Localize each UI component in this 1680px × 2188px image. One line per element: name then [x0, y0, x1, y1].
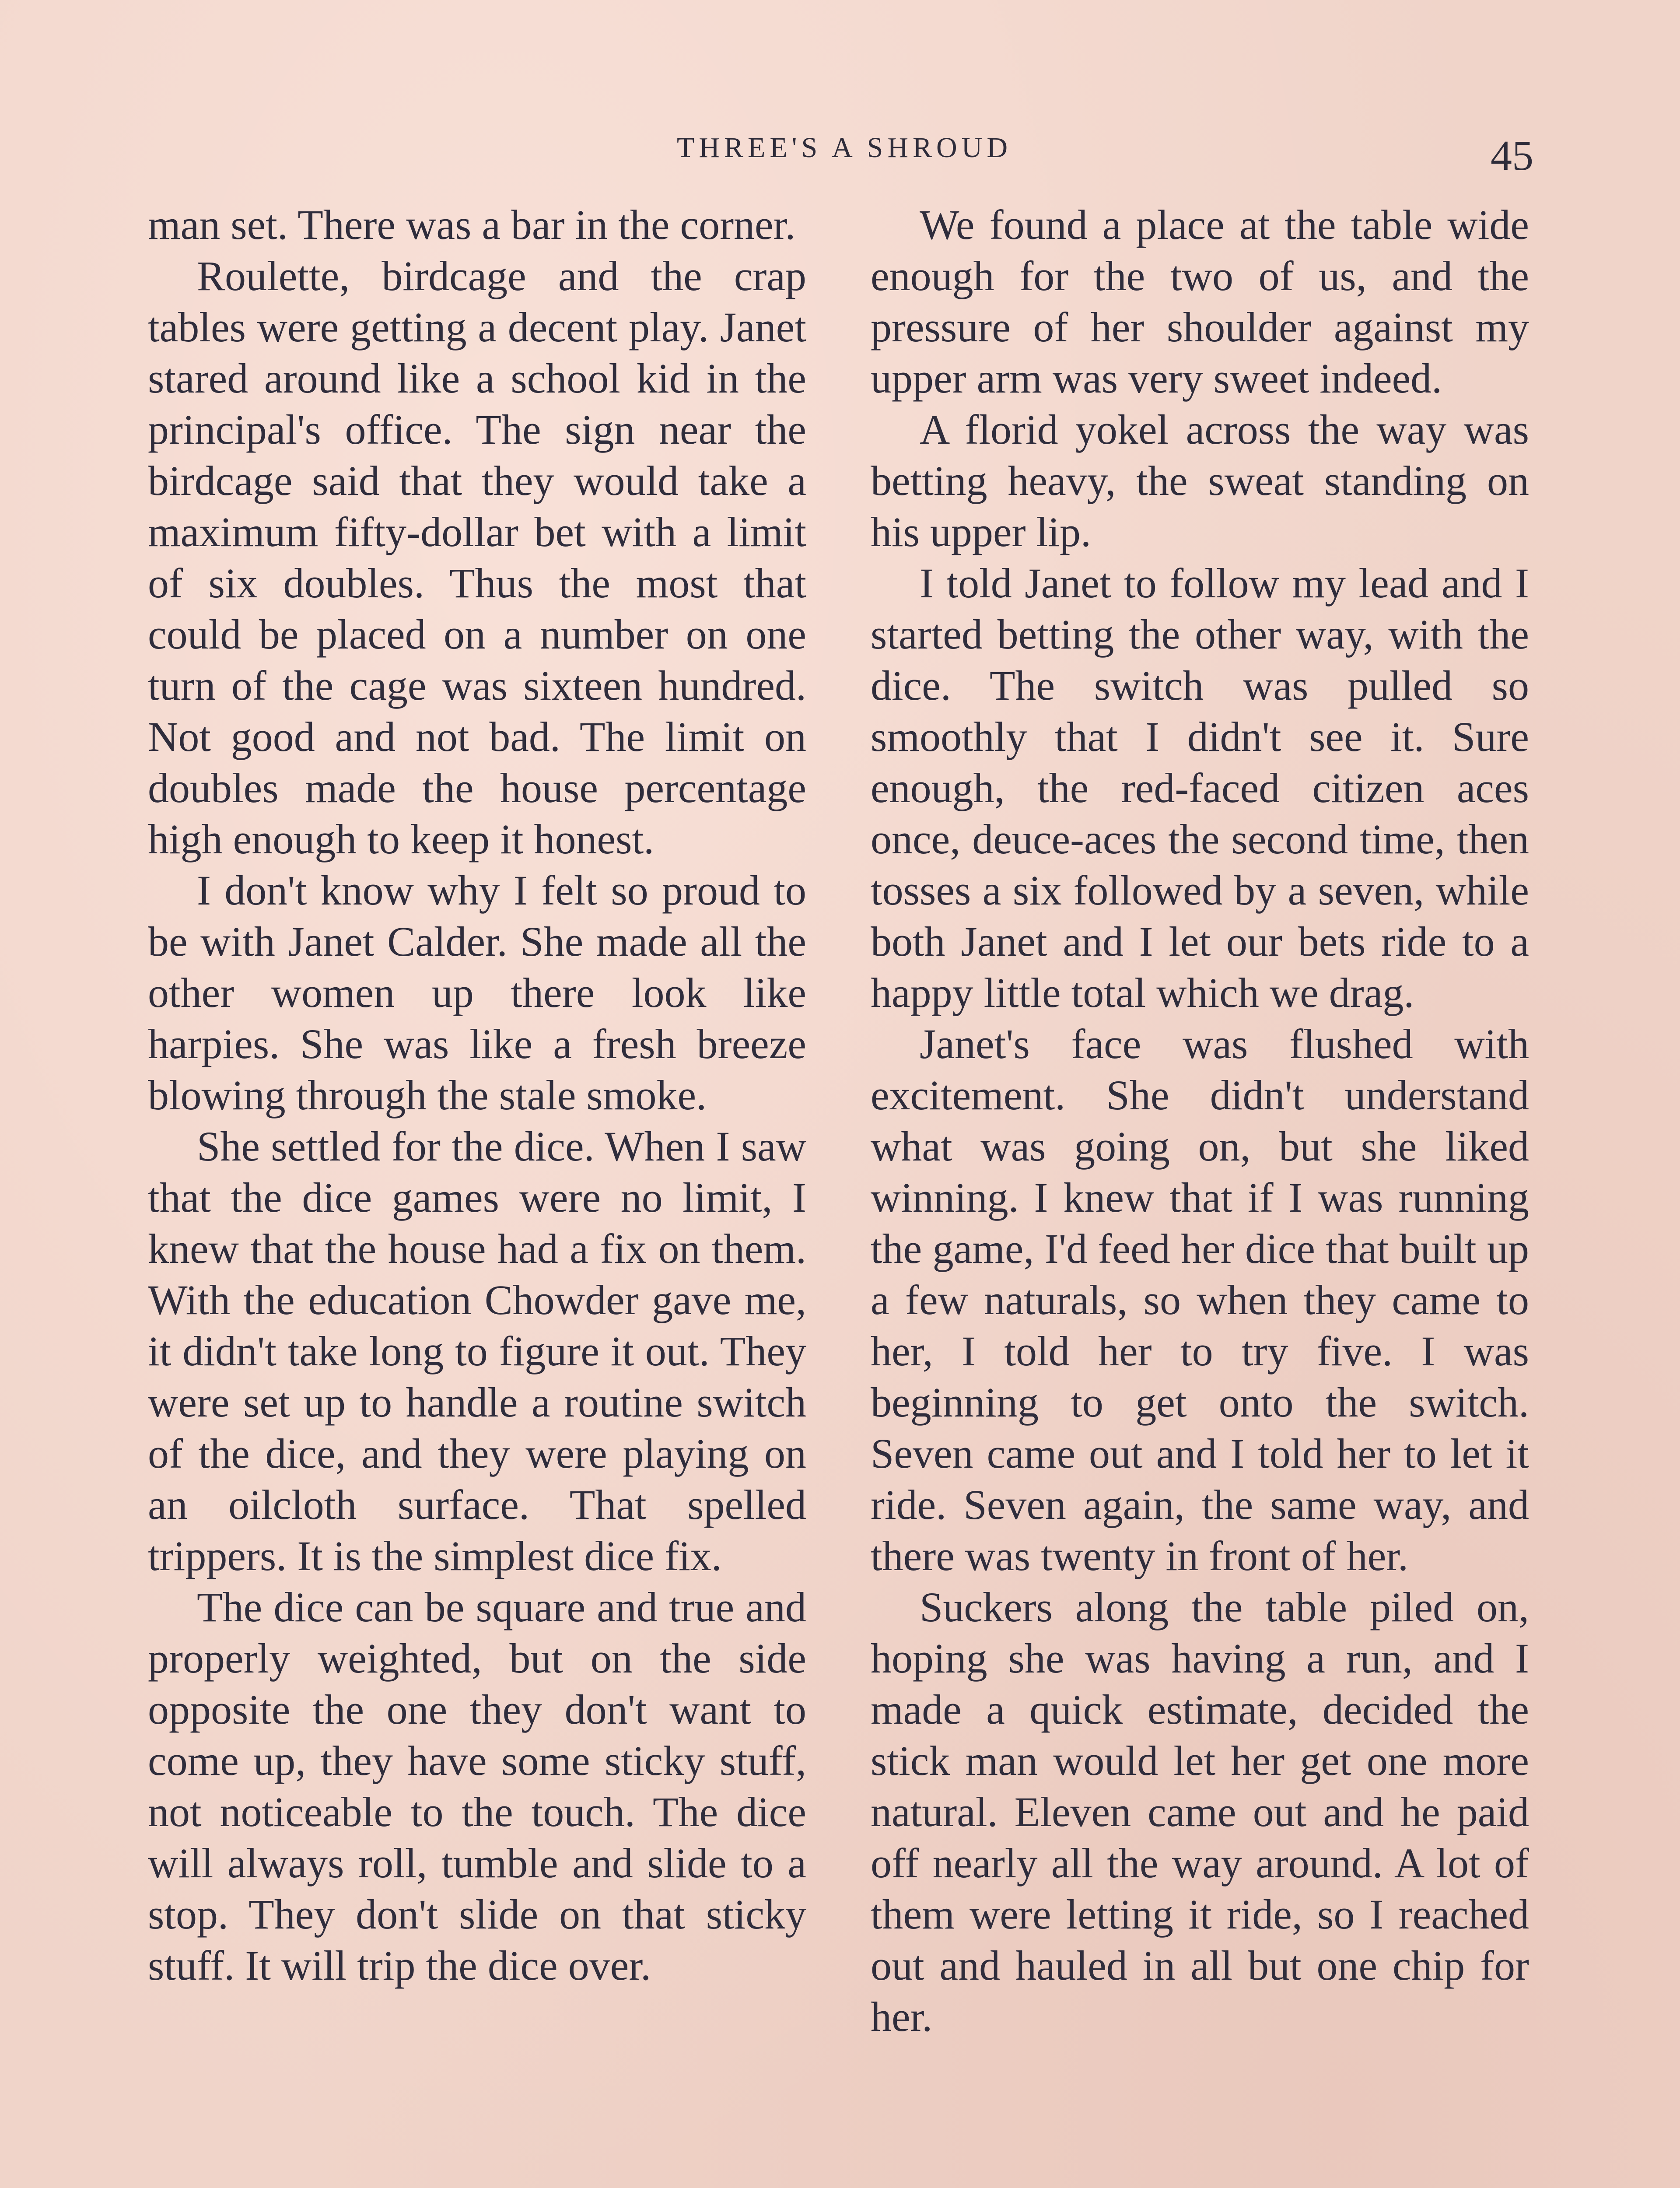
paragraph: I don't know why I felt so proud to be with Janet Calder. She made all the other women up there look like harpies. She was like a fresh breeze blowing through the stale smoke.	[148, 867, 806, 1119]
paragraph: The dice can be square and true and properly weighted, but on the side opposite the one they don't want to come up, they have some sticky stuff, not noticeable to the touch. The dice will always roll, tumble and slide to a stop. They don't slide on that sticky stuff. It will trip the dice over.	[148, 1584, 806, 1989]
paragraph: She settled for the dice. When I saw that the dice games were no limit, I knew that the house had a fix on them. With the education Chowder gave me, it didn't take long to figure it out. They were set up to handle a routine switch of the dice, and they were playing on an oilcloth surface. That spelled trippers. It is the simplest dice fix.	[148, 1123, 806, 1579]
paragraph: Roulette, birdcage and the crap tables were getting a decent play. Janet stared around like a school kid in the principal's office. The sign near the birdcage said that they would take a maximum fifty-dollar bet with a limit of six doubles. Thus the most that could be placed on a number on one turn of the cage was sixteen hundred. Not good and not bad. The limit on doubles made the house percentage high enough to keep it honest.	[148, 252, 806, 863]
paragraph: Suckers along the table piled on, hoping she was having a run, and I made a quick estimate, decided the stick man would let her get one more natural. Eleven came out and he paid off nearly all the way around. A lot of them were letting it ride, so I reached out and hauled in all but one chip for her.	[871, 1584, 1529, 2040]
paragraph: A florid yokel across the way was betting heavy, the sweat standing on his upper lip.	[871, 406, 1529, 555]
left-text-column	[148, 199, 806, 1991]
page-number: 45	[1491, 132, 1533, 179]
paragraph: We found a place at the table wide enough for the two of us, and the pressure of her shoulder against my upper arm was very sweet indeed.	[871, 201, 1529, 402]
paragraph: man set. There was a bar in the corner.	[148, 201, 796, 248]
right-text-column	[871, 199, 1529, 2042]
paragraph: I told Janet to follow my lead and I started betting the other way, with the dice. The switch was pulled so smoothly that I didn't see it. Sure enough, the red-faced citizen aces once, deuce-aces the second time, then tosses a six followed by a seven, while both Janet and I let our bets ride to a happy little total which we drag.	[871, 560, 1529, 1016]
paragraph: Janet's face was flushed with excitement. She didn't understand what was going on, but she liked winning. I knew that if I was running the game, I'd feed her dice that built up a few naturals, so when they came to her, I told her to try five. I was beginning to get onto the switch. Seven came out and I told her to let it ride. Seven again, the same way, and there was twenty in front of her.	[871, 1020, 1529, 1579]
running-title: THREE'S A SHROUD	[677, 132, 1012, 164]
